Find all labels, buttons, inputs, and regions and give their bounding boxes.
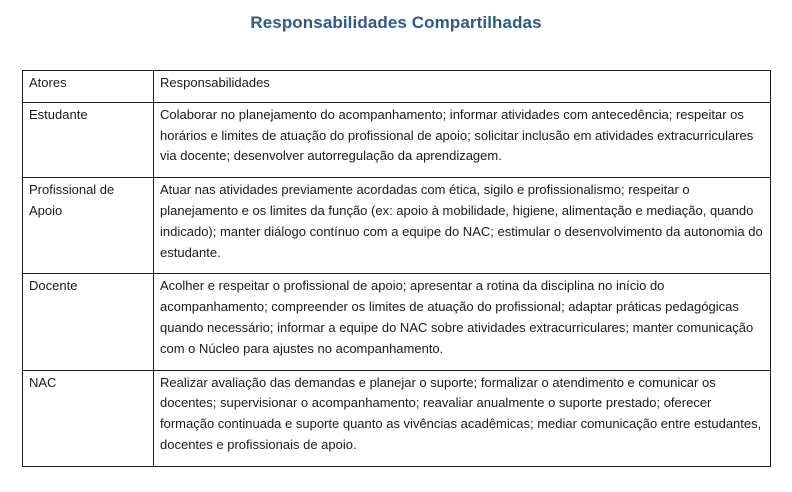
table-row bbox=[23, 370, 771, 466]
table-row bbox=[23, 274, 771, 370]
actor-cell: NAC bbox=[23, 370, 154, 466]
responsibilities-table bbox=[22, 70, 771, 467]
page-title: Responsabilidades Compartilhadas bbox=[250, 13, 542, 32]
table-row bbox=[23, 102, 771, 177]
table-header-row bbox=[23, 71, 771, 103]
column-header-actors: Atores bbox=[23, 71, 154, 103]
table-row bbox=[23, 178, 771, 274]
actor-cell: Docente bbox=[23, 274, 154, 370]
column-header-responsibilities: Responsabilidades bbox=[154, 71, 771, 103]
actor-cell: Profissional de Apoio bbox=[23, 178, 154, 274]
responsibilities-cell: Atuar nas atividades previamente acordadas com ética, sigilo e profissionalismo; respeitar o planejamento e os limites da função (ex: apoio à mobilidade, higiene, alimentação e mediação, quando indicado); manter diálogo contínuo com a equipe do NAC; estimular o desenvolvimento da autonomia do estudante. bbox=[154, 178, 771, 274]
actor-cell: Estudante bbox=[23, 102, 154, 177]
responsibilities-cell: Acolher e respeitar o profissional de apoio; apresentar a rotina da disciplina no início do acompanhamento; compreender os limites de atuação do profissional; adaptar práticas pedagógicas quando necessário; informar a equipe do NAC sobre atividades extracurriculares; manter comunicação com o Núcleo para ajustes no acompanhamento. bbox=[154, 274, 771, 370]
responsibilities-cell: Colaborar no planejamento do acompanhamento; informar atividades com antecedência; respeitar os horários e limites de atuação do profissional de apoio; solicitar inclusão em atividades extracurriculares via docente; desenvolver autorregulação da aprendizagem. bbox=[154, 102, 771, 177]
responsibilities-cell: Realizar avaliação das demandas e planejar o suporte; formalizar o atendimento e comunicar os docentes; supervisionar o acompanhamento; reavaliar anualmente o suporte prestado; oferecer formação continuada e suporte quanto as vivências acadêmicas; mediar comunicação entre estudantes, docentes e profissionais de apoio. bbox=[154, 370, 771, 466]
